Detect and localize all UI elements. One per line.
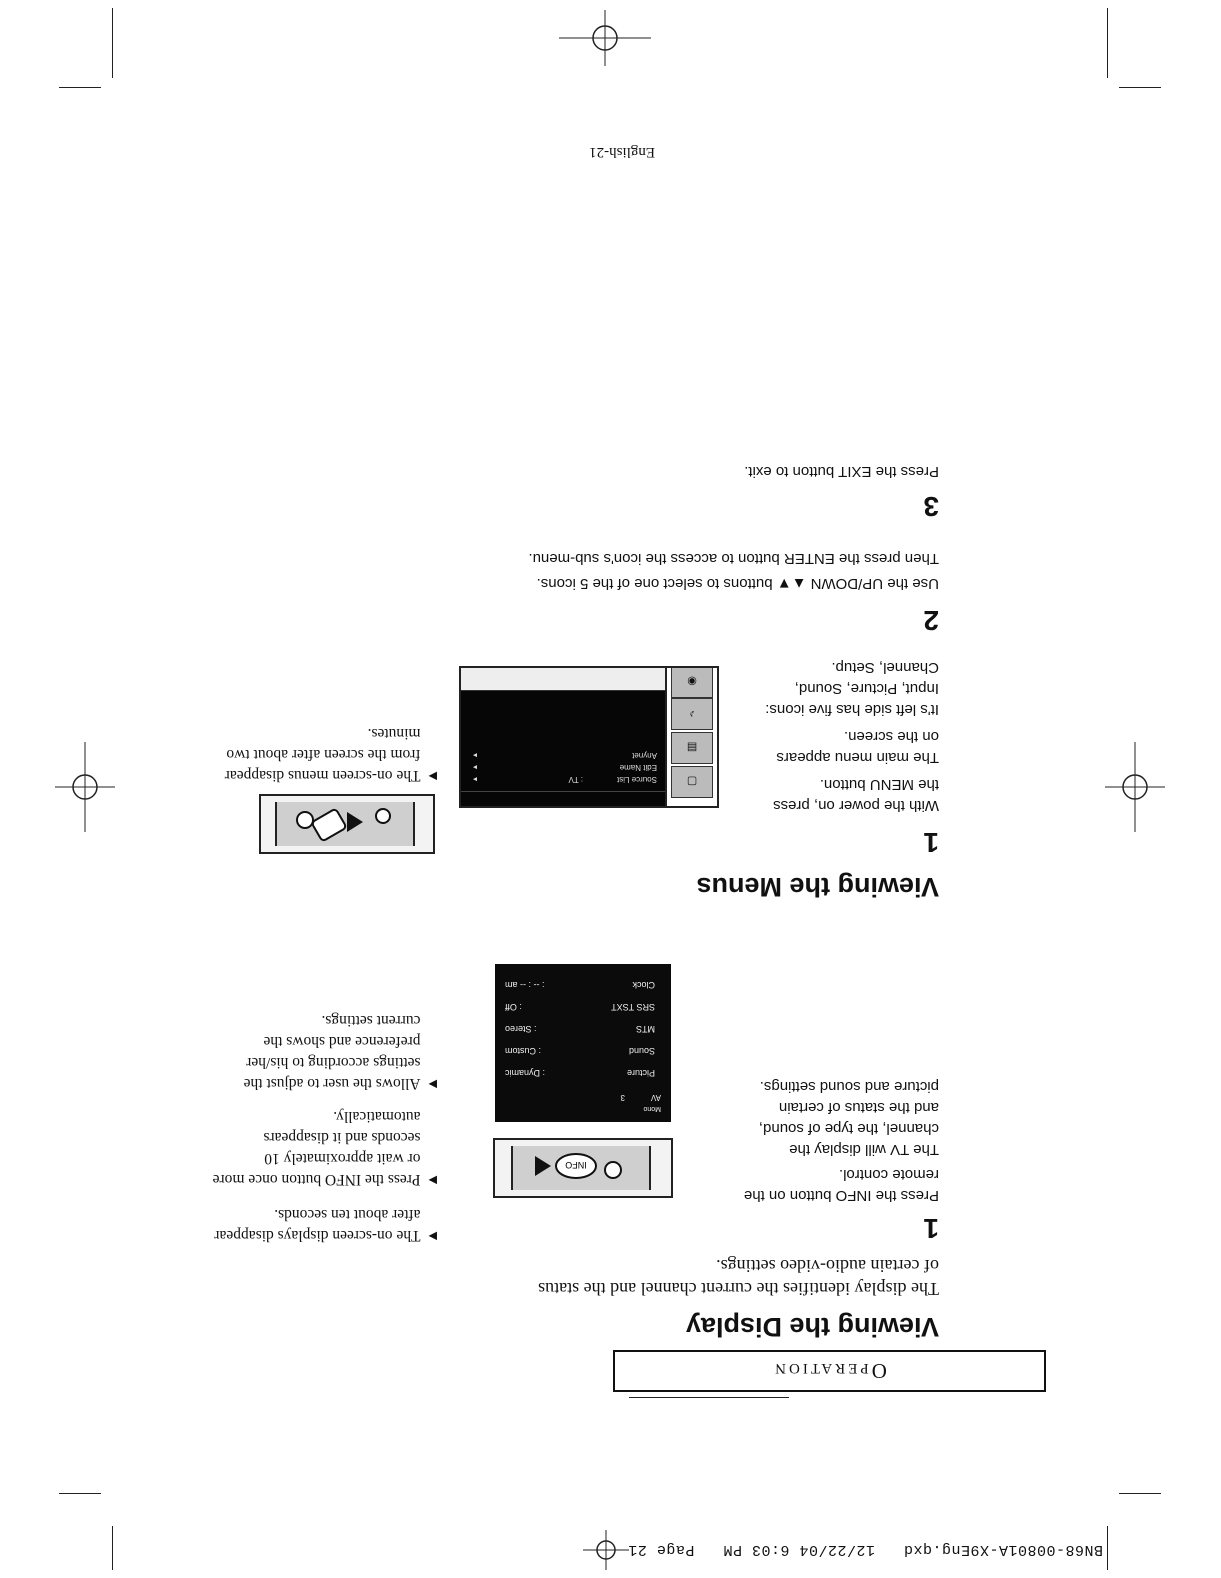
osd-row-value: : Custom <box>505 1046 542 1056</box>
crop-mark <box>112 1526 113 1570</box>
display-step-number: 1 <box>923 1213 939 1244</box>
osd-row-value: : Dynamic <box>505 1068 546 1078</box>
viewing-menus-heading: Viewing the Menus <box>696 872 939 902</box>
osd-row-label: MTS <box>636 1024 655 1034</box>
menus-step2-number: 2 <box>923 605 939 636</box>
intro-line: The display identifies the current channel and the status <box>538 1279 939 1299</box>
crop-mark <box>59 1493 101 1494</box>
display-note <box>177 1106 437 1190</box>
page-footer: English-21 <box>589 144 655 160</box>
note-line: automatically. <box>333 1108 421 1125</box>
bullet-arrow-icon: ▶ <box>428 1174 437 1186</box>
step-line: on the screen. <box>843 728 939 745</box>
osd-row-label: Sound <box>628 1046 655 1056</box>
display-note <box>177 1204 437 1246</box>
note-line: minutes. <box>367 725 421 742</box>
menu-row-arrow-icon: ▸ <box>473 763 478 772</box>
print-slug: BN68-00801A-X9Eng.qxd 12/22/04 6:03 PM Page 21 <box>627 1541 1103 1558</box>
step-line: picture and sound settings. <box>759 1078 939 1095</box>
registration-mark-right <box>55 742 115 832</box>
menu-icon-column <box>665 668 717 806</box>
step-line: Then press the ENTER button to access the icon's sub-menu. <box>528 550 939 567</box>
note-line: Allows the user to adjust the <box>243 1075 421 1092</box>
osd-row-label: Clock <box>632 980 655 990</box>
step-line: It's left side has five icons: <box>765 701 939 718</box>
note-line: The on-screen displays disappear <box>214 1227 421 1244</box>
note-line: preference and shows the <box>263 1033 421 1050</box>
info-button-icon <box>521 1144 631 1188</box>
menus-step3-text: Press the EXIT button to exit. <box>744 463 939 480</box>
step-line: Press the INFO button on the <box>743 1187 939 1204</box>
crop-mark <box>1119 87 1161 88</box>
input-icon: ▢ <box>671 766 713 798</box>
bullet-arrow-icon: ▶ <box>428 770 437 782</box>
osd-header-sub: AV <box>650 1093 661 1102</box>
note-line: from the screen after about two <box>226 746 421 763</box>
viewing-display-heading: Viewing the Display <box>685 1312 939 1342</box>
note-line: settings according to his/her <box>246 1054 421 1071</box>
osd-header-value: 3 <box>620 1093 625 1102</box>
osd-header-label: Mono <box>643 1105 661 1112</box>
main-menu-screen <box>459 666 719 808</box>
osd-row <box>505 980 655 990</box>
note-line: current settings. <box>321 1012 421 1029</box>
menus-step1-text <box>739 657 939 816</box>
info-osd-screen <box>495 964 671 1122</box>
viewing-display-intro <box>538 1254 939 1300</box>
sound-icon: ♪ <box>671 698 713 730</box>
step-line: Input, Picture, Sound, <box>794 680 939 697</box>
osd-row-label: Picture <box>626 1068 655 1078</box>
section-title-box <box>613 1350 1046 1392</box>
step-line: remote control. <box>838 1166 939 1183</box>
registration-mark-top <box>583 1530 629 1570</box>
menu-row-value: : TV <box>568 775 583 784</box>
osd-row <box>505 1046 655 1056</box>
note-line: or wait approximately 10 <box>264 1150 421 1167</box>
picture-icon: ▤ <box>671 732 713 764</box>
remote-illustration-menu <box>259 794 435 854</box>
menu-content <box>461 690 665 806</box>
osd-row-value: : -- : -- am <box>505 980 545 990</box>
osd-row <box>505 1002 655 1012</box>
step-line: The main menu appears <box>776 749 939 766</box>
menu-row-arrow-icon: ▸ <box>473 751 478 760</box>
osd-row <box>505 1068 655 1078</box>
crop-mark <box>59 87 101 88</box>
crop-mark <box>112 8 113 78</box>
bullet-arrow-icon: ▶ <box>428 1078 437 1090</box>
note-line: The on-screen menus disappear <box>224 767 421 784</box>
display-note <box>177 1010 437 1094</box>
menu-row-label: Anynet <box>632 751 657 760</box>
step-line: and the status of certain <box>778 1099 939 1116</box>
step-line: With the power on, press <box>773 797 939 814</box>
bullet-arrow-icon: ▶ <box>428 1230 437 1242</box>
note-line: Press the INFO button once more <box>212 1171 421 1188</box>
note-line: after about ten seconds. <box>274 1206 421 1223</box>
menu-button-icon <box>283 798 403 846</box>
channel-icon: ◉ <box>671 666 713 698</box>
osd-row <box>505 1024 655 1034</box>
menus-note <box>177 723 437 786</box>
crop-mark <box>1119 1493 1161 1494</box>
remote-illustration-info <box>493 1138 673 1198</box>
intro-line: of certain audio-video settings. <box>716 1256 939 1276</box>
osd-row-value: : Stereo <box>505 1024 537 1034</box>
osd-row-value: : Off <box>505 1002 522 1012</box>
step-line: Channel, Setup. <box>831 659 939 676</box>
menus-step2-text <box>419 548 939 594</box>
step-line: Use the UP/DOWN ▲▼ buttons to select one of the 5 icons. <box>536 575 939 592</box>
svg-text:INFO: INFO <box>565 1160 587 1170</box>
note-line: seconds and it disappears <box>263 1129 421 1146</box>
section-rule <box>629 1397 789 1398</box>
menus-step1-number: 1 <box>923 827 939 858</box>
step-line: channel, the type of sound, <box>758 1120 939 1137</box>
crop-mark <box>1107 8 1108 78</box>
section-title: Operation <box>772 1359 887 1384</box>
registration-mark-bottom <box>559 8 651 68</box>
registration-mark-left <box>1105 742 1165 832</box>
osd-row-label: SRS TSXT <box>611 1002 655 1012</box>
menu-row-label: Edit Name <box>619 763 657 772</box>
menu-footer-bar <box>461 668 665 691</box>
menus-step3-number: 3 <box>923 491 939 522</box>
menu-row-label: Source List <box>616 775 657 784</box>
step-line: the MENU button. <box>819 776 939 793</box>
step-line: The TV will display the <box>789 1141 939 1158</box>
menu-row-arrow-icon: ▸ <box>473 775 478 784</box>
display-step-text <box>729 1076 939 1206</box>
crop-mark <box>1107 1526 1108 1570</box>
